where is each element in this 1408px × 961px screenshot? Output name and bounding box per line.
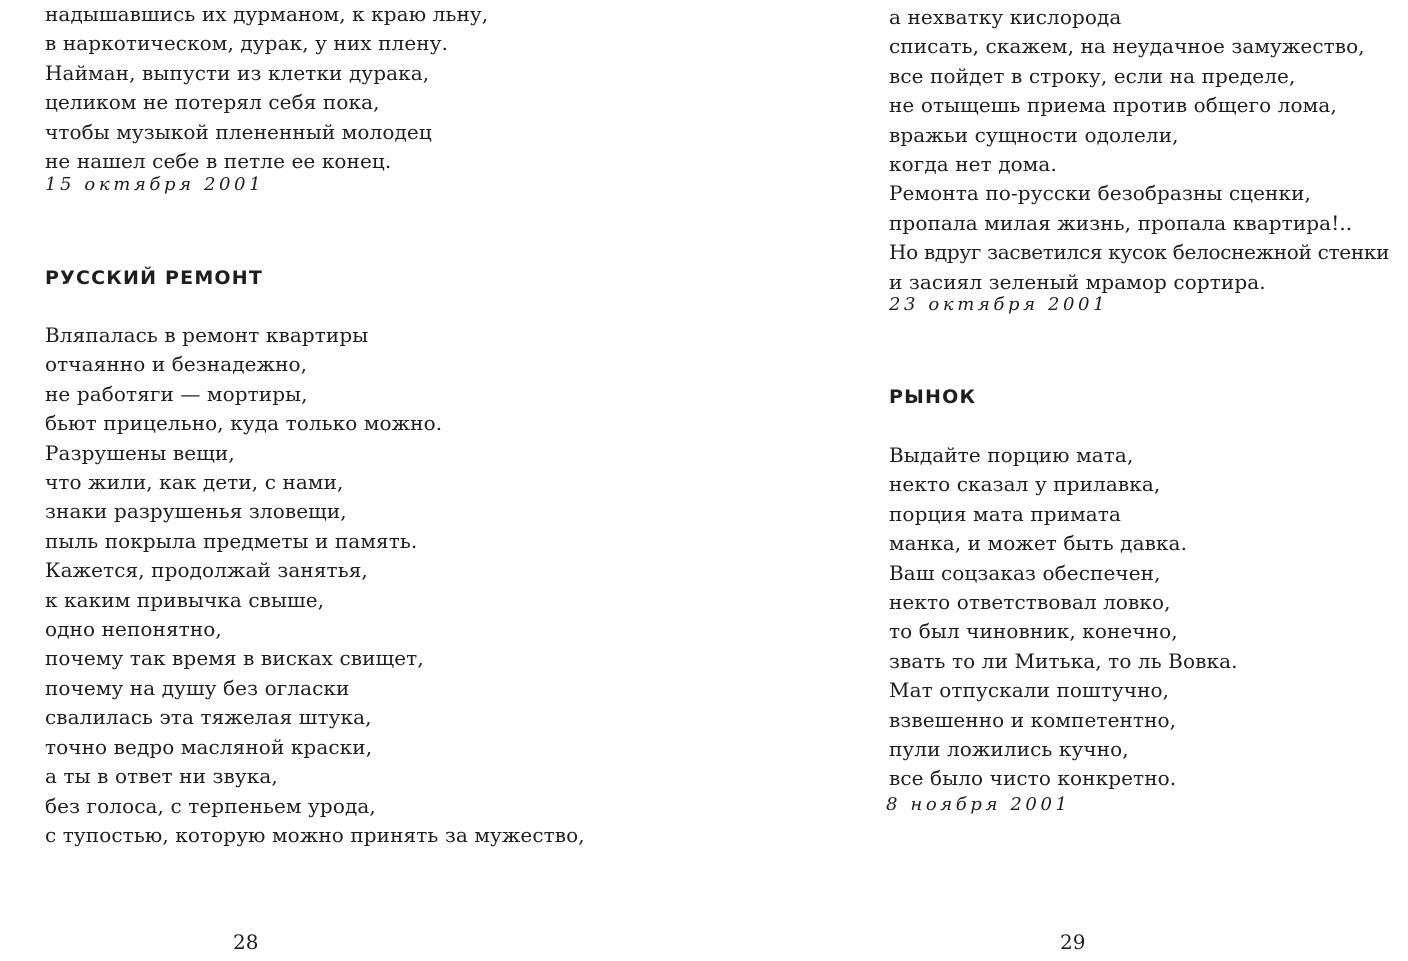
poem-line: точно ведро масляной краски, (45, 734, 373, 759)
poem-line: пропала милая жизнь, пропала квартира!.. (889, 210, 1353, 235)
poem-line: Мат отпускали поштучно, (889, 678, 1170, 703)
poem-title: РУССКИЙ РЕМОНТ (45, 267, 264, 289)
poem-line: и засиял зеленый мрамор сортира. (889, 269, 1266, 294)
poem-line: знаки разрушенья зловещи, (45, 499, 347, 524)
poem-line: Найман, выпусти из клетки дурака, (45, 60, 430, 85)
poem-line: почему на душу без огласки (45, 675, 350, 700)
poem-line: Ремонта по-русски безобразны сценки, (889, 181, 1311, 206)
page-number: 28 (233, 930, 259, 954)
poem-line: а нехватку кислорода (889, 5, 1122, 29)
poem-line: взвешенно и компетентно, (889, 707, 1177, 732)
poem-line: Ваш соцзаказ обеспечен, (889, 560, 1161, 585)
poem-line: не нашел себе в петле ее конец. (45, 149, 392, 174)
poem-line: к каким привычка свыше, (45, 587, 325, 612)
poem-line: целиком не потерял себя пока, (45, 90, 380, 115)
poem-line: почему так время в висках свищет, (45, 646, 424, 671)
poem-line: звать то ли Митька, то ль Вовка. (889, 648, 1238, 673)
poem-line: некто сказал у прилавка, (889, 472, 1161, 497)
poem-date: 23 октября 2001 (889, 294, 1109, 315)
poem-line: в наркотическом, дурак, у них плену. (45, 31, 449, 56)
poem-line: отчаянно и безнадежно, (45, 352, 308, 377)
poem-line: бьют прицельно, куда только можно. (45, 411, 443, 436)
poem-title: РЫНОК (889, 386, 977, 408)
poem-line: свалилась эта тяжелая штука, (45, 705, 372, 730)
poem-line: все было чисто конкретно. (889, 766, 1177, 791)
poem-line: то был чиновник, конечно, (889, 619, 1178, 644)
poem-date: 15 октября 2001 (45, 174, 265, 195)
poem-line: когда нет дома. (889, 152, 1057, 177)
poem-line: манка, и может быть давка. (889, 531, 1188, 556)
poem-line: не отыщешь приема против общего лома, (889, 93, 1337, 118)
poem-line: Вляпалась в ремонт квартиры (45, 323, 369, 347)
poem-line: пыль покрыла предметы и память. (45, 528, 418, 553)
poem-line: чтобы музыкой плененный молодец (45, 119, 432, 144)
poem-line: все пойдет в строку, если на пределе, (889, 63, 1296, 88)
poem-line: Но вдруг засветился кусок белоснежной стенки (889, 240, 1390, 265)
poem-line: что жили, как дети, с нами, (45, 470, 344, 495)
poem-line: без голоса, с терпеньем урода, (45, 793, 376, 818)
poem-line: порция мата примата (889, 501, 1121, 526)
poem-line: Разрушены вещи, (45, 440, 235, 465)
poem-ending-top-left (45, 0, 488, 176)
poem-line: Выдайте порцию мата, (889, 443, 1134, 467)
poem-line: списать, скажем, на неудачное замужество, (889, 34, 1365, 59)
poem-line: надышавшись их дурманом, к краю льну, (45, 2, 489, 26)
poem-body (889, 441, 1238, 794)
right-page (704, 0, 1408, 961)
poem-line: не работяги — мортиры, (45, 381, 308, 406)
poem-continuation (889, 3, 1389, 297)
poem-date: 8 ноября 2001 (886, 794, 1071, 815)
poem-line: вражьи сущности одолели, (889, 122, 1179, 147)
poem-line: некто ответствовал ловко, (889, 590, 1171, 615)
poem-line: с тупостью, которую можно принять за мужество, (45, 822, 585, 847)
poem-body (45, 321, 585, 850)
poem-line: а ты в ответ ни звука, (45, 764, 278, 789)
poem-line: Кажется, продолжай занятья, (45, 558, 368, 583)
poem-line: пули ложились кучно, (889, 737, 1129, 762)
page-number: 29 (1060, 930, 1086, 954)
poem-line: одно непонятно, (45, 617, 222, 642)
